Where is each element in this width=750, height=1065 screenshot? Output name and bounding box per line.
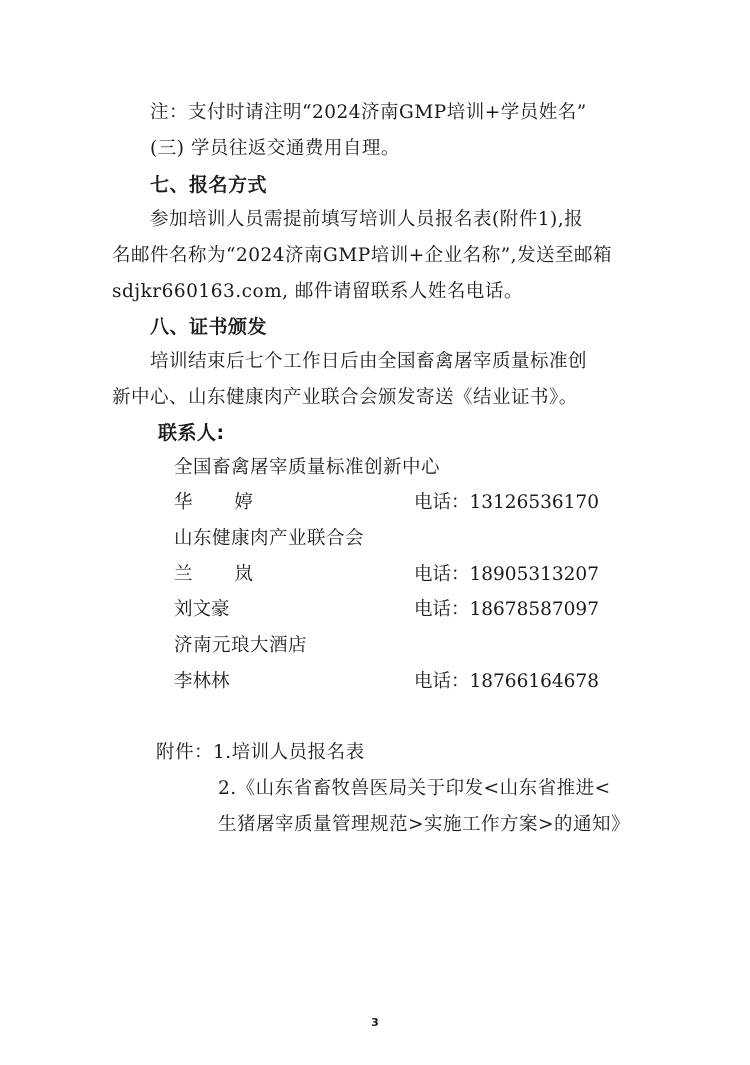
attachment-item-1: 附件：1.培训人员报名表 (156, 742, 365, 763)
contact-org-2: 山东健康肉产业联合会 (174, 528, 365, 549)
contact-name-4: 李林林 (174, 671, 230, 692)
section7-line-1: 参加培训人员需提前填写培训人员报名表(附件1),报 (150, 209, 584, 230)
payment-note: 注：支付时请注明“2024济南GMP培训+学员姓名” (150, 102, 587, 123)
page-number: 3 (371, 1016, 379, 1029)
attachment-item-2-line-2: 生猪屠宰质量管理规范>实施工作方案>的通知》 (218, 814, 631, 835)
contact-name-2: 兰 岚 (174, 564, 271, 585)
section8-line-1: 培训结束后七个工作日后由全国畜禽屠宰质量标准创 (150, 351, 588, 372)
contact-phone-1: 电话：13126536170 (414, 492, 599, 513)
contact-phone-4: 电话：18766164678 (414, 671, 599, 692)
attachment-item-2-line-1: 2.《山东省畜牧兽医局关于印发<山东省推进< (218, 778, 611, 799)
section8-line-2: 新中心、山东健康肉产业联合会颁发寄送《结业证书》。 (112, 387, 578, 408)
contact-name-3: 刘文豪 (174, 599, 230, 620)
contact-org-3: 济南元琅大酒店 (174, 635, 308, 656)
contact-name-1: 华 婷 (174, 492, 271, 513)
contact-phone-3: 电话：18678587097 (414, 599, 599, 620)
contact-org-1: 全国畜禽屠宰质量标准创新中心 (174, 457, 441, 478)
travel-note: (三) 学员往返交通费用自理。 (150, 138, 400, 159)
section7-line-2: 名邮件名称为“2024济南GMP培训+企业名称”,发送至邮箱 (112, 245, 613, 266)
section7-line-3: sdjkr660163.com, 邮件请留联系人姓名电话。 (112, 281, 523, 302)
contact-phone-2: 电话：18905313207 (414, 564, 599, 585)
contacts-heading: 联系人: (158, 422, 225, 444)
section8-heading: 八、证书颁发 (150, 316, 268, 338)
section7-heading: 七、报名方式 (150, 174, 268, 196)
